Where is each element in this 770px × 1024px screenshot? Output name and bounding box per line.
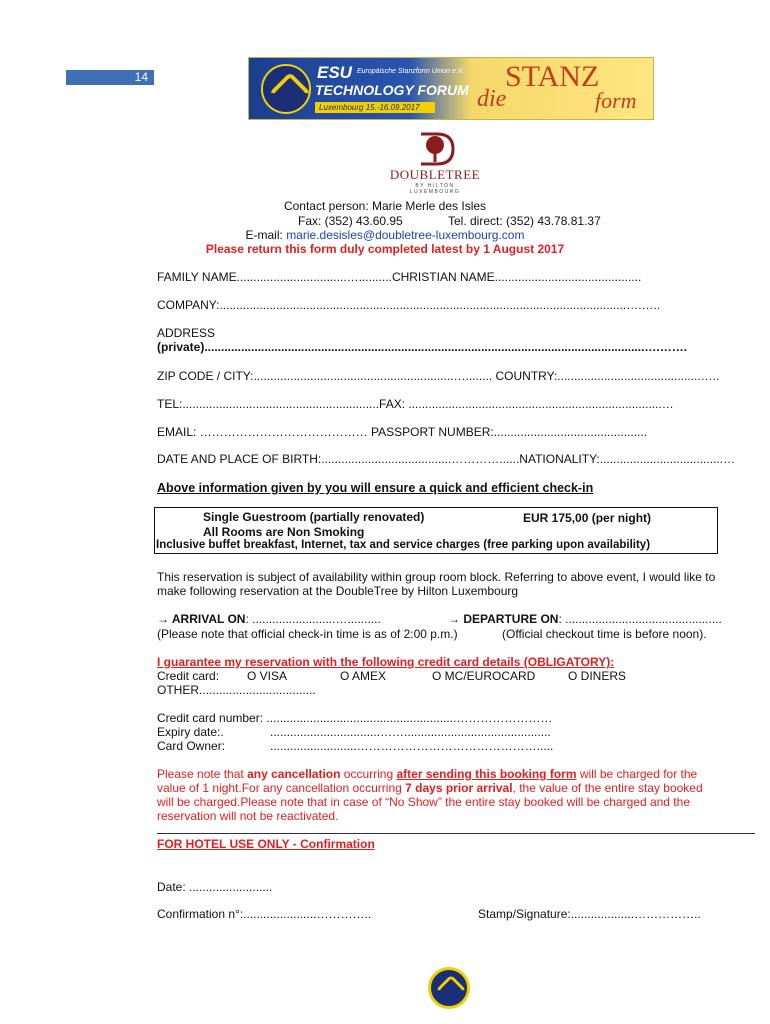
date-field[interactable]: Date: .........................: [157, 880, 273, 894]
cancel-text-h: , the value of the entire stay booked: [512, 781, 703, 795]
guarantee-notice: I guarantee my reservation with the following credit card details (OBLIGATORY):: [157, 655, 615, 669]
banner-form: form: [595, 88, 637, 113]
cancel-text-d: after sending this booking form: [396, 767, 577, 781]
card-owner-field[interactable]: ..........................……………………………………….....: [270, 739, 554, 753]
departure-label: → DEPARTURE ON: [448, 612, 559, 626]
hotel-logo: [380, 132, 490, 202]
expiry-field[interactable]: .................................……............................................: [270, 725, 551, 739]
card-owner-label: Card Owner:: [157, 739, 226, 753]
cancel-text-c: occurring: [340, 767, 397, 781]
email-link[interactable]: marie.desisles@doubletree-luxembourg.com: [286, 228, 525, 242]
cancellation-line-4: reservation will not be reactivated.: [157, 809, 339, 823]
cancel-text-e: will be charged for the: [576, 767, 698, 781]
banner-forum: TECHNOLOGY FORUM: [315, 82, 469, 98]
banner-esu: ESU: [317, 63, 352, 82]
arrival-field[interactable]: [157, 612, 381, 626]
cancel-text-a: Please note that: [157, 767, 248, 781]
email-label: E-mail:: [245, 228, 287, 242]
event-banner: [248, 57, 654, 120]
other-option[interactable]: OTHER...................................: [157, 683, 316, 697]
banner-esu-sub: Europäische Stanzform Union e.V.: [357, 68, 464, 75]
arrival-note: (Please note that official check-in time is as of 2:00 p.m.): [157, 627, 458, 641]
diners-option[interactable]: O DINERS: [568, 669, 627, 683]
non-smoking: All Rooms are Non Smoking: [203, 525, 365, 539]
amex-option[interactable]: O AMEX: [340, 669, 387, 683]
cancel-text-g: 7 days prior arrival: [405, 781, 513, 795]
mc-eurocard-option[interactable]: O MC/EUROCARD: [432, 669, 536, 683]
hotel-name: DOUBLETREE: [389, 167, 481, 182]
doubletree-icon: [415, 132, 455, 166]
departure-dots: : ...............................................: [558, 612, 722, 626]
divider: [157, 833, 755, 834]
credit-card-label: Credit card:: [157, 669, 220, 683]
zip-city-field[interactable]: ZIP CODE / CITY:............................................................…........ COUNTRY:...........................................…..: [157, 369, 720, 383]
room-type: Single Guestroom (partially renovated): [203, 510, 425, 524]
cancel-text-f: value of 1 night.For any cancellation occurring: [157, 781, 406, 795]
room-price: EUR 175,00 (per night): [523, 511, 652, 525]
family-name-field[interactable]: FAMILY NAME.................................…..........CHRISTIAN NAME............................................: [157, 270, 642, 284]
inclusive-services: Inclusive buffet breakfast, Internet, tax and service charges (free parking upon availability): [156, 539, 651, 551]
room-info-box: [154, 507, 718, 554]
departure-note: (Official checkout time is before noon).: [502, 627, 707, 641]
address-label: ADDRESS: [157, 326, 216, 340]
esu-emblem-icon: [261, 64, 311, 114]
expiry-label: Expiry date:.: [157, 725, 224, 739]
reservation-text-2: make following reservation at the DoubleTree by Hilton Luxembourg: [157, 584, 519, 598]
page-number: 14: [66, 70, 154, 85]
visa-option[interactable]: O VISA: [247, 669, 288, 683]
stamp-signature-field[interactable]: Stamp/Signature:...................……………..: [478, 907, 701, 921]
tel-fax-field[interactable]: TEL:...........................................................FAX: ............................................................................…: [157, 397, 674, 411]
banner-stanz: STANZ: [505, 60, 600, 93]
cancellation-line-2: [157, 781, 703, 795]
contact-fax: Fax: (352) 43.60.95: [298, 214, 403, 228]
return-notice: Please return this form duly completed latest by 1 August 2017: [205, 242, 565, 256]
departure-field[interactable]: [448, 612, 722, 626]
hotel-use-heading: FOR HOTEL USE ONLY - Confirmation: [157, 837, 375, 851]
hotel-by: BY HILTON: [415, 183, 455, 189]
banner-die: die: [477, 86, 507, 112]
birth-nationality-field[interactable]: DATE AND PLACE OF BIRTH:.......................................…………......NATIONALITY:.....................................…: [157, 452, 736, 466]
cancel-text-b: any cancellation: [247, 767, 341, 781]
confirmation-field[interactable]: Confirmation n°:......................…………..: [157, 907, 372, 921]
address-field[interactable]: (private)....................................................................................................................................….…….: [157, 340, 688, 354]
arrival-label: → ARRIVAL ON: [157, 612, 246, 626]
contact-tel: Tel. direct: (352) 43.78.81.37: [448, 214, 601, 228]
card-number-field[interactable]: Credit card number: .........................................................……………………: [157, 711, 553, 725]
quick-checkin-note: Above information given by you will ensure a quick and efficient check-in: [157, 481, 594, 495]
cancellation-line-3: will be charged.Please note that in case of “No Show” the entire stay booked will be charged and the: [157, 795, 690, 809]
contact-person: Contact person: Marie Merle des Isles: [283, 199, 487, 213]
contact-email-line: [0, 228, 770, 242]
cancellation-line-1: [157, 767, 697, 781]
reservation-text-1: This reservation is subject of availability within group room block. Referring to above event, I would like to: [157, 570, 716, 584]
esu-footer-icon: [428, 967, 470, 1009]
banner-dates: Luxembourg 15.-16.09.2017: [315, 102, 435, 113]
company-field[interactable]: COMPANY:..........................................................................................................................….…..: [157, 298, 661, 312]
email-passport-field[interactable]: EMAIL: …………………………………… PASSPORT NUMBER:..............................................: [157, 425, 648, 439]
hotel-city: LUXEMBOURG: [409, 189, 461, 195]
arrival-dots: : .........................…..........: [245, 612, 381, 626]
